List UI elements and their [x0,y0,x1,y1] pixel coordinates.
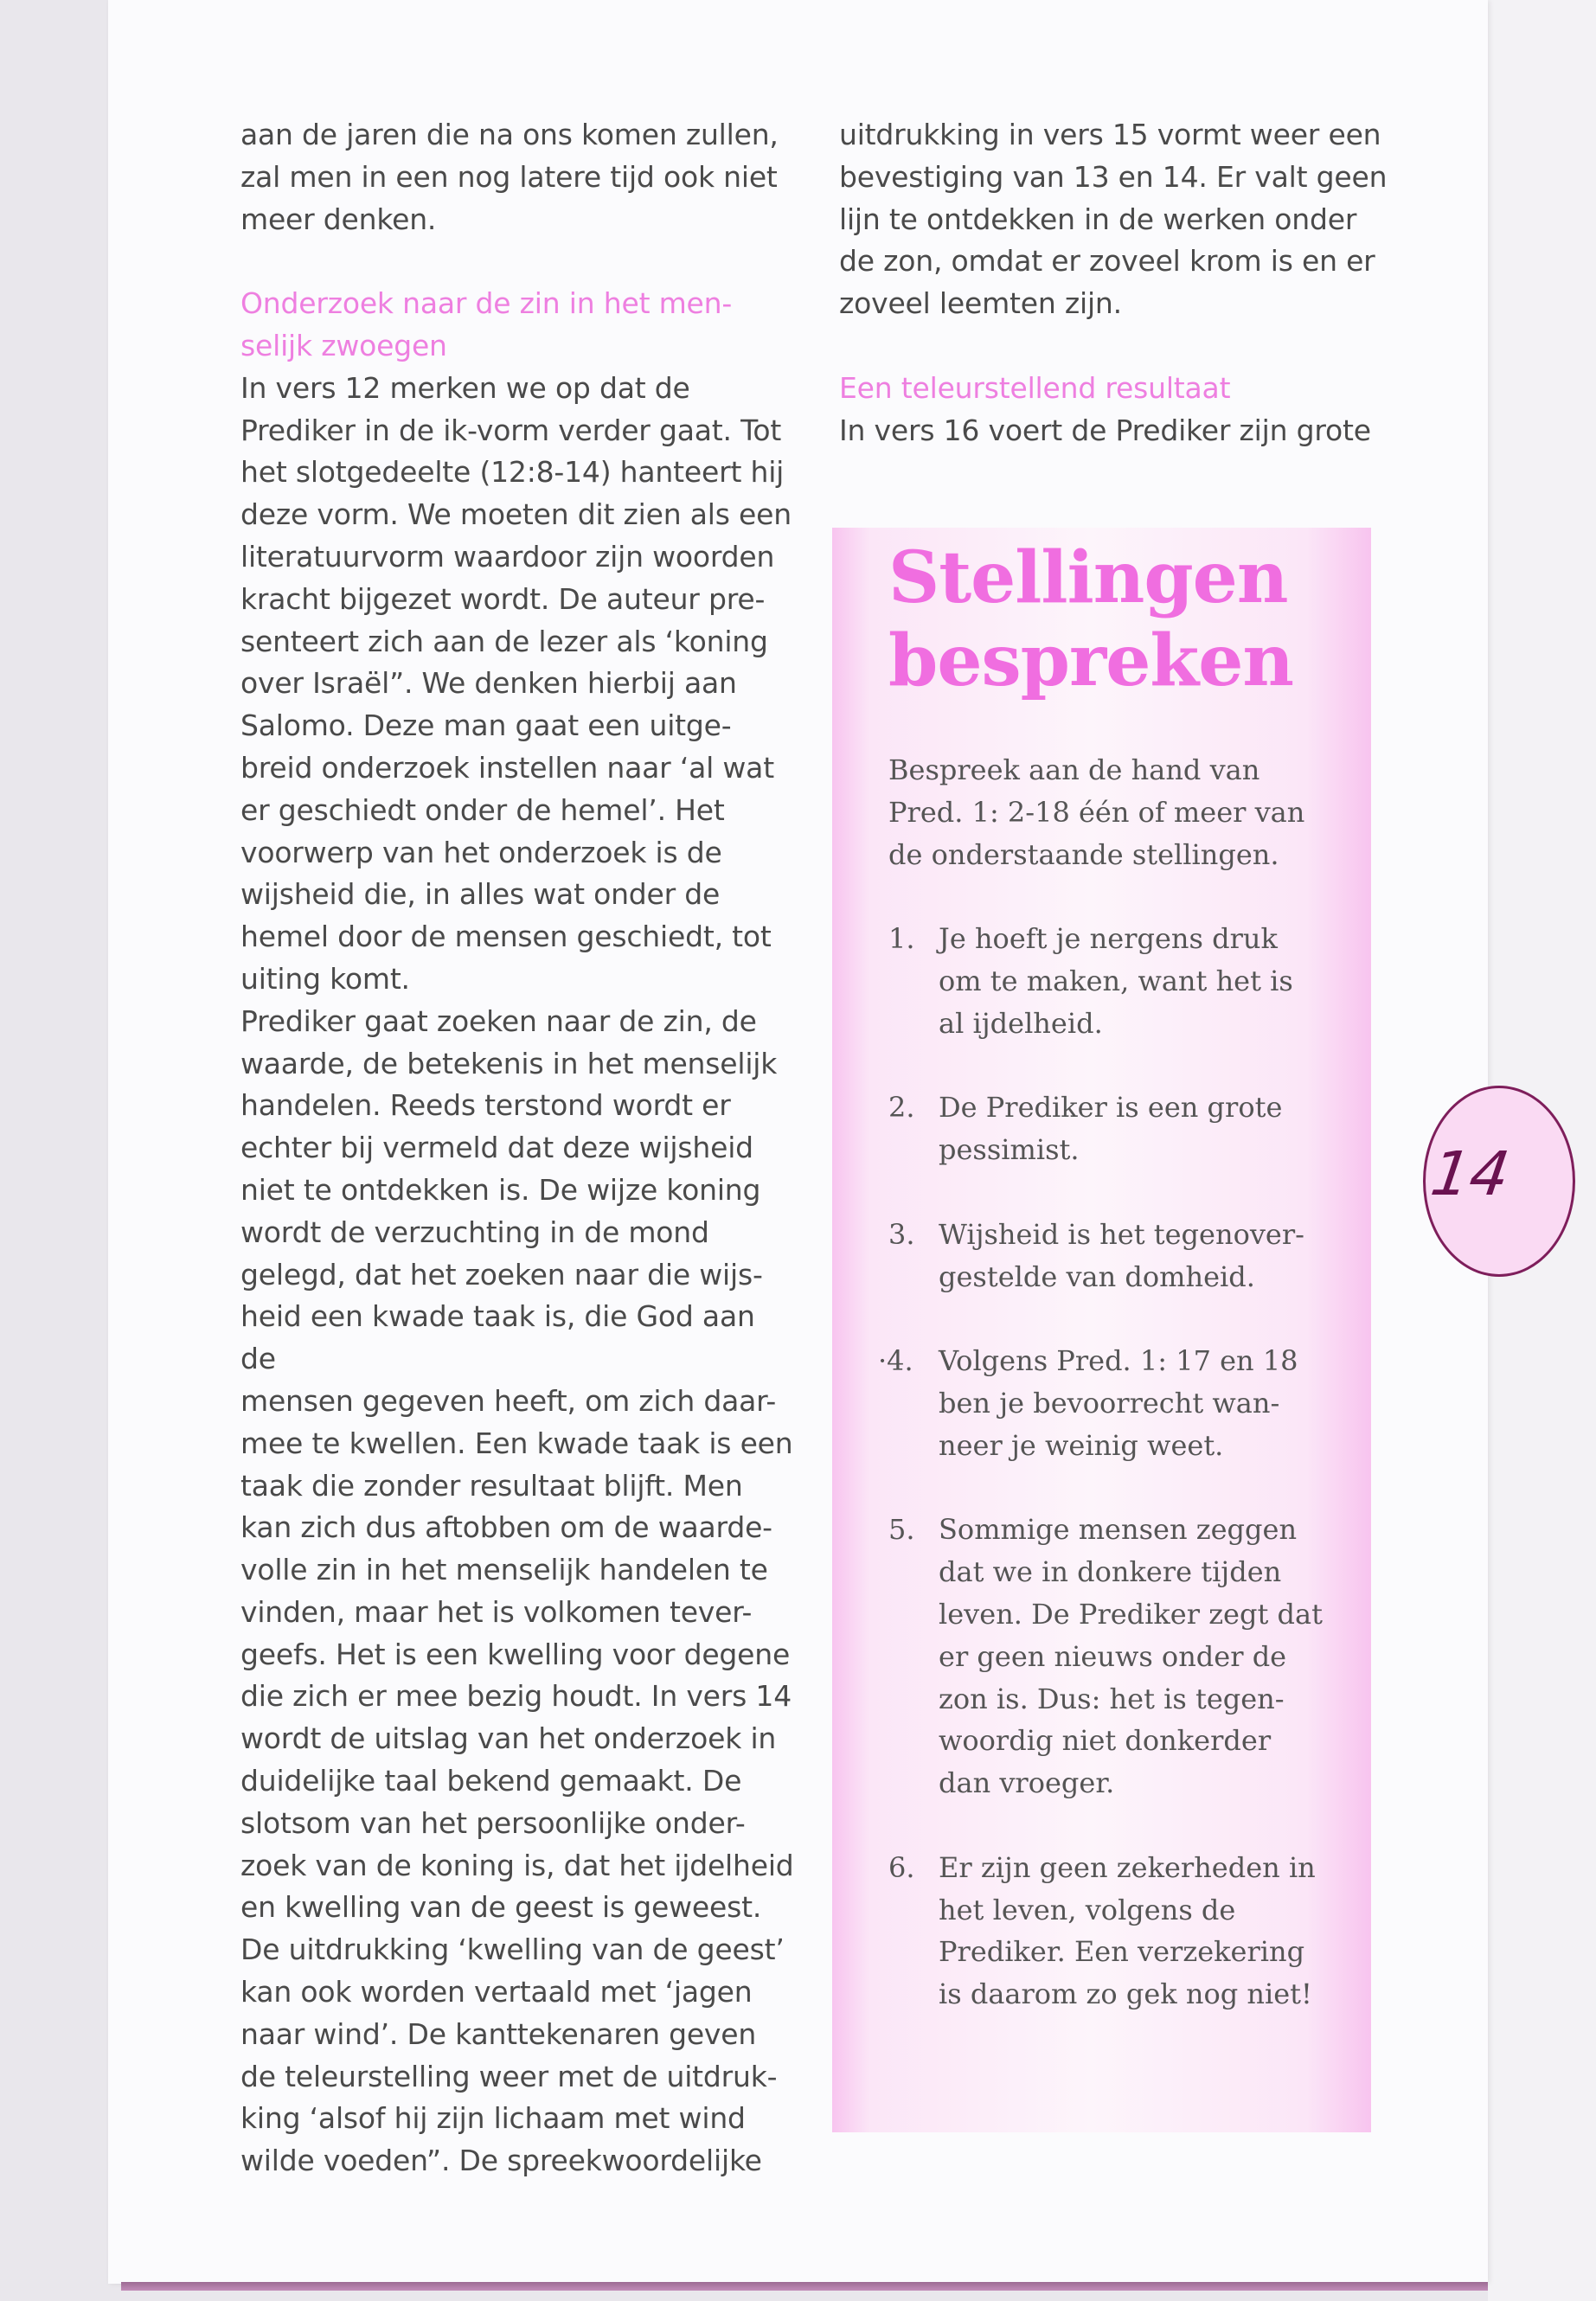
statement-item: 2. De Prediker is een grote pessimist. [888,1091,1283,1167]
intro-paragraph: aan de jaren die na ons komen zullen, zal men in een nog latere tijd ook niet meer denken. [240,118,779,236]
section-heading-resultaat: Een teleurstellend resultaat [839,370,1231,405]
bottom-rule [121,2282,1488,2291]
resultaat-paragraph: In vers 16 voert de Prediker zijn grote [839,413,1371,447]
statement-item: 3. Wijsheid is het tegenover- gestelde van domheid. [888,1217,1304,1293]
box-title: Stellingen bespreken [888,536,1293,702]
box-body [878,749,1347,2016]
left-column [240,114,794,2182]
box-intro: Bespreek aan de hand van Pred. 1: 2-18 één of meer van de onderstaande stellingen. [888,753,1305,871]
statement-item: 5. Sommige mensen zeggen dat we in donkere tijden leven. De Prediker zegt dat er geen nieuws onder de zon is. Dus: het is tegen- woordig niet donkerder dan vroeger. [888,1513,1323,1800]
statement-item: 6. Er zijn geen zekerheden in het leven, volgens de Prediker. Een verzekering is daarom zo gek nog niet! [888,1850,1316,2011]
statement-item: 1. Je hoeft je nergens druk om te maken, want het is al ijdelheid. [888,922,1293,1040]
body-paragraph: In vers 12 merken we op dat de Prediker in de ik-vorm verder gaat. Tot het slotgedeelte (12:8-14) hanteert hij deze vorm. We moeten dit zien als een literatuurvorm waardoor zijn woorden kracht bijgezet wordt. De auteur pre- senteert zich aan de lezer als ‘koning over Israël”. We denken hierbij aan Salomo. Deze man gaat een uitge- breid onderzoek instellen naar ‘al wat er geschiedt onder de hemel’. Het voorwerp van het onderzoek is de wijsheid die, in alles wat onder de hemel door de mensen geschiedt, tot uiting komt. Prediker gaat zoeken naar de zin, de waarde, de betekenis in het menselijk handelen. Reeds terstond wordt er echter bij vermeld dat deze wijsheid niet te ontdekken is. De wijze koning wordt de verzuchting in de mond gelegd, dat het zoeken naar die wijs- heid een kwade taak is, die God aan de mensen gegeven heeft, om zich daar- mee te kwellen. Een kwade taak is een taak die zonder resultaat blijft. Men kan zich dus aftobben om de waarde- volle zin in het menselijk handelen te vinden, maar het is volkomen tever- geefs. Het is een kwelling voor degene die zich er mee bezig houdt. In vers 14 wordt de uitslag van het onderzoek in duidelijke taal bekend gemaakt. De slotsom van het persoonlijke onder- zoek van de koning is, dat het ijdelheid en kwelling van de geest is geweest. De uitdrukking ‘kwelling van de geest’ kan ook worden vertaald met ‘jagen naar wind’. De kanttekenaren geven de teleurstelling weer met de uitdruk- king ‘alsof hij zijn lichaam met wind wilde voeden”. De spreekwoordelijke [240,370,794,2178]
section-heading-onderzoek: Onderzoek naar de zin in het men- selijk zwoegen [240,286,733,362]
statement-item: ·4. Volgens Pred. 1: 17 en 18 ben je bevoorrecht wan- neer je weinig weet. [878,1344,1298,1462]
page-number: 14 [1426,1138,1514,1209]
right-column [839,114,1393,452]
continued-paragraph: uitdrukking in vers 15 vormt weer een bevestiging van 13 en 14. Er valt geen lijn te ontdekken in de werken onder de zon, omdat er zoveel krom is en er zoveel leemten zijn. [839,118,1388,321]
